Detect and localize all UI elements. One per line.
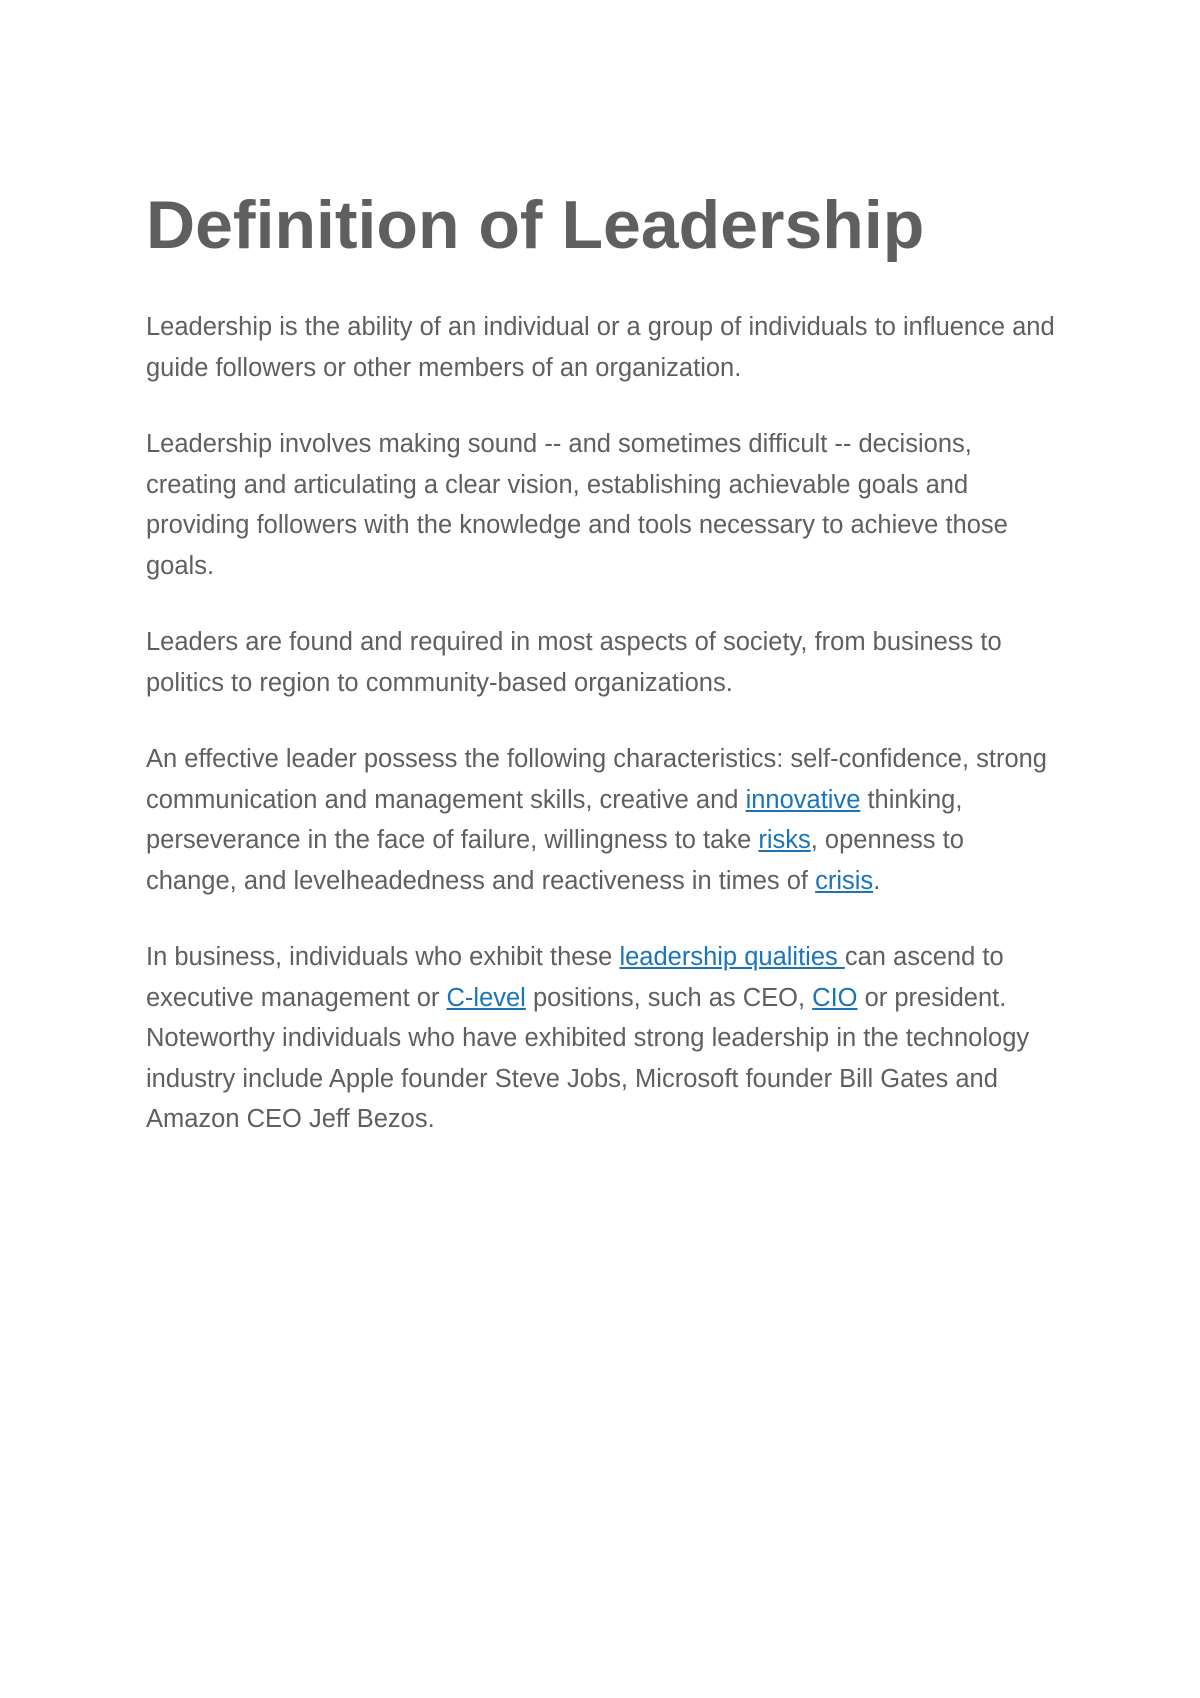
link-cio[interactable]: CIO — [812, 983, 858, 1012]
paragraph-text-segment: An effective leader possess the following characteristics: self-confidence, strong communication and management skills, creative and — [146, 745, 1047, 814]
paragraph-text-segment: . — [873, 866, 881, 895]
paragraph-text-segment: In business, individuals who exhibit these — [146, 943, 620, 971]
link-c-level[interactable]: C-level — [446, 983, 526, 1012]
page-title: Definition of Leadership — [146, 187, 925, 263]
paragraph-business — [146, 937, 1056, 1140]
paragraph-leaders-found: Leaders are found and required in most aspects of society, from business to politics to region to community-based organizations. — [146, 628, 1002, 697]
paragraph-definition: Leadership is the ability of an individual or a group of individuals to influence and guide followers or other members of an organization. — [146, 313, 1055, 382]
paragraph-text-segment: positions, such as CEO, — [525, 983, 813, 1012]
paragraph-text-segment: thinking, perseverance in the face of failure, willingness to take — [146, 785, 963, 854]
paragraph-text-segment: can ascend to executive management or — [146, 943, 1004, 1012]
link-leadership-qualities[interactable]: leadership qualities — [619, 943, 845, 971]
link-innovative[interactable]: innovative — [745, 785, 861, 814]
paragraph-involves: Leadership involves making sound -- and sometimes difficult -- decisions, creating and articulating a clear vision, establishing achievable goals and providing followers with the knowledge and tools necessary to achieve those goals. — [146, 430, 1008, 580]
paragraph-text-segment: , openness to change, and levelheadedness and reactiveness in times of — [146, 826, 964, 895]
paragraph-characteristics — [146, 739, 1056, 901]
paragraph-text-segment: or president. Noteworthy individuals who have exhibited strong leadership in the technology industry include Apple founder Steve Jobs, Microsoft founder Bill Gates and Amazon CEO Jeff Bezos. — [146, 983, 1030, 1133]
link-crisis[interactable]: crisis — [815, 866, 874, 895]
link-risks[interactable]: risks — [758, 826, 811, 854]
document-body — [146, 185, 1056, 1140]
